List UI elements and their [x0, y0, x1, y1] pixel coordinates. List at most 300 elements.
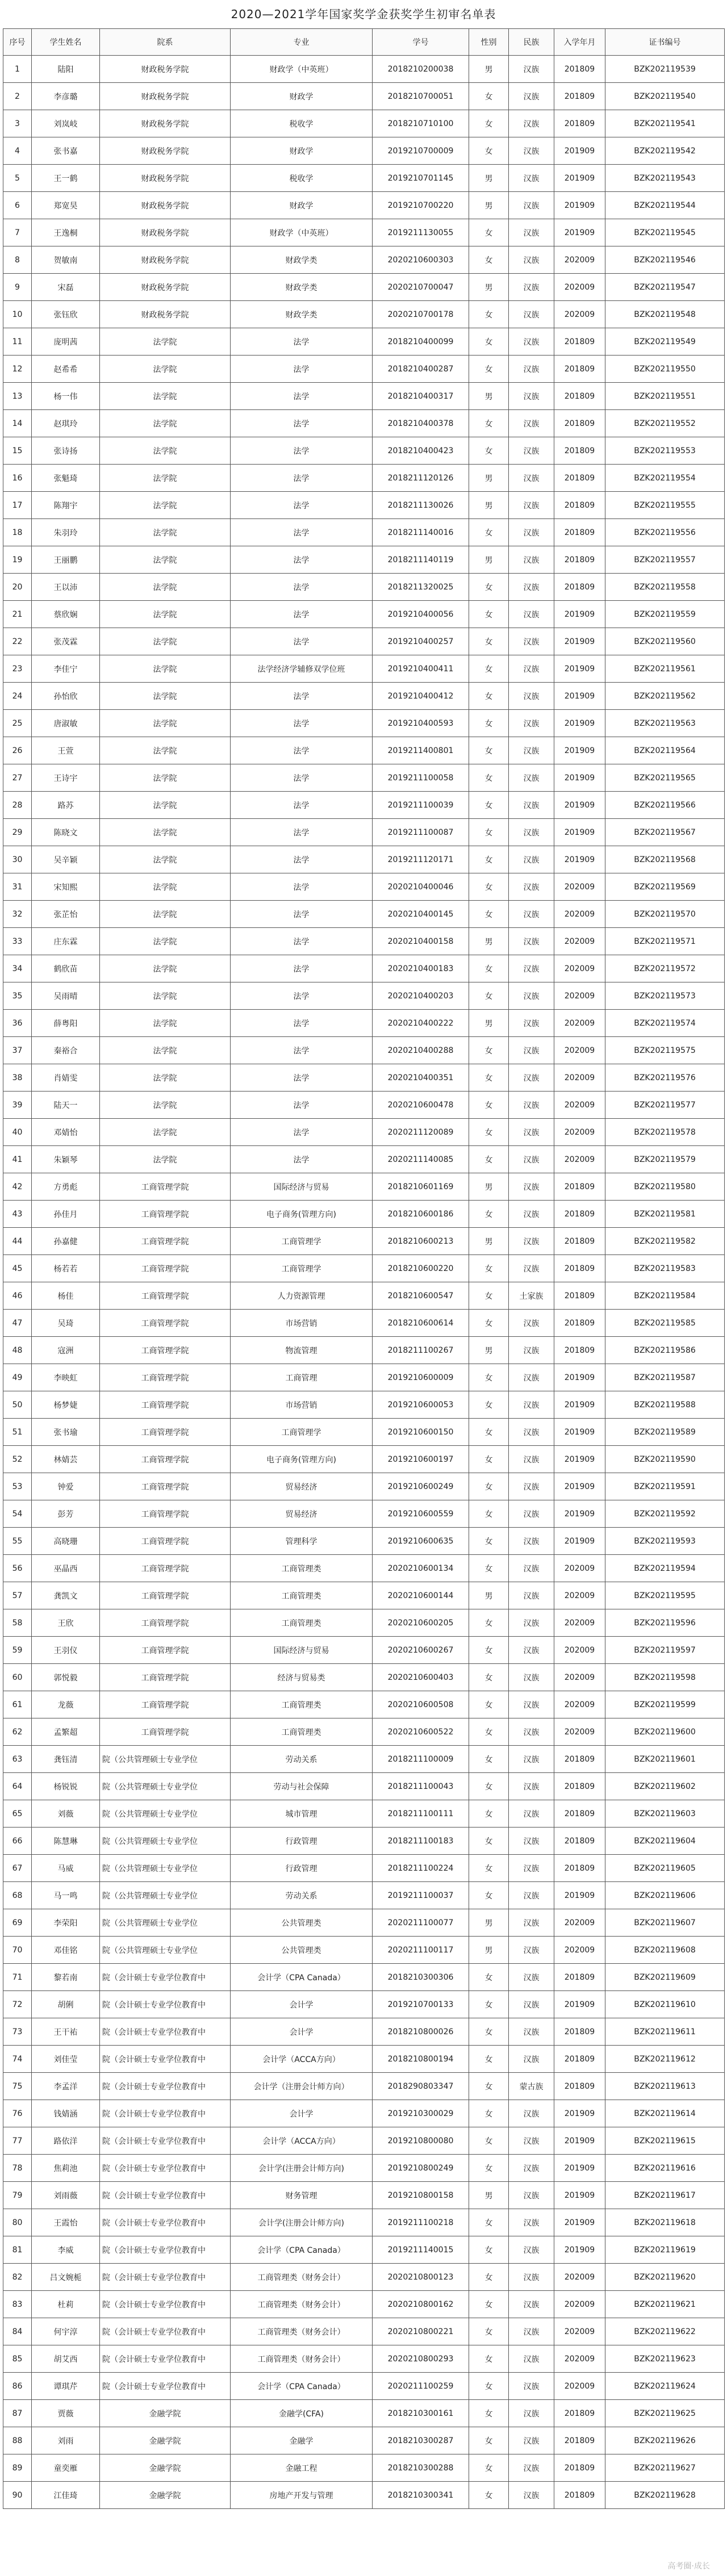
- cell-gender: 女: [469, 2264, 509, 2291]
- cell-name: 方勇彪: [32, 1173, 100, 1201]
- table-row: [3, 1446, 725, 1473]
- cell-ethnicity: 汉族: [509, 2400, 554, 2427]
- cell-name: 刘岚岐: [32, 110, 100, 137]
- cell-name: 肖婧雯: [32, 1064, 100, 1092]
- cell-name: 江佳琦: [32, 2482, 100, 2509]
- cell-department: 法学院: [100, 982, 231, 1010]
- cell-index: 81: [3, 2236, 32, 2264]
- cell-ethnicity: 汉族: [509, 465, 554, 492]
- cell-enrollment: 201809: [554, 1228, 605, 1255]
- cell-index: 8: [3, 246, 32, 274]
- cell-enrollment: 201909: [554, 1391, 605, 1419]
- cell-name: 龙薇: [32, 1691, 100, 1718]
- cell-index: 20: [3, 574, 32, 601]
- table-row: [3, 1828, 725, 1855]
- cell-enrollment: 201909: [554, 1446, 605, 1473]
- cell-department: 工商管理学院: [100, 1500, 231, 1528]
- cell-major: 税收学: [231, 165, 373, 192]
- table-row: [3, 1855, 725, 1882]
- header-cell-certificate: 证书编号: [605, 29, 725, 56]
- table-row: [3, 2046, 725, 2073]
- cell-index: 59: [3, 1637, 32, 1664]
- cell-enrollment: 201909: [554, 1991, 605, 2018]
- cell-name: 马威: [32, 1855, 100, 1882]
- table-row: [3, 83, 725, 110]
- cell-major: 公共管理类: [231, 1909, 373, 1937]
- cell-student-id: 2018210800194: [373, 2046, 469, 2073]
- cell-certificate: BZK202119563: [605, 710, 725, 737]
- cell-major: 法学: [231, 901, 373, 928]
- cell-department: 院（会计硕士专业学位教育中: [100, 2291, 231, 2318]
- cell-certificate: BZK202119550: [605, 356, 725, 383]
- cell-department: 工商管理学院: [100, 1364, 231, 1391]
- cell-student-id: 2019210700220: [373, 192, 469, 219]
- cell-student-id: 2018211100183: [373, 1828, 469, 1855]
- table-row: [3, 301, 725, 328]
- cell-gender: 男: [469, 192, 509, 219]
- cell-gender: 女: [469, 246, 509, 274]
- cell-name: 邓佳铭: [32, 1937, 100, 1964]
- cell-ethnicity: 汉族: [509, 601, 554, 628]
- cell-name: 张魁琦: [32, 465, 100, 492]
- cell-major: 贸易经济: [231, 1473, 373, 1500]
- table-row: [3, 1991, 725, 2018]
- cell-certificate: BZK202119564: [605, 737, 725, 764]
- table-row: [3, 1909, 725, 1937]
- cell-certificate: BZK202119576: [605, 1064, 725, 1092]
- cell-index: 62: [3, 1718, 32, 1746]
- cell-name: 张茂霖: [32, 628, 100, 655]
- cell-certificate: BZK202119610: [605, 1991, 725, 2018]
- cell-enrollment: 201809: [554, 1310, 605, 1337]
- table-row: [3, 846, 725, 873]
- cell-department: 工商管理学院: [100, 1582, 231, 1609]
- cell-department: 财政税务学院: [100, 137, 231, 165]
- table-body: [3, 56, 725, 2509]
- cell-department: 院（会计硕士专业学位教育中: [100, 2100, 231, 2127]
- cell-certificate: BZK202119621: [605, 2291, 725, 2318]
- table-row: [3, 110, 725, 137]
- cell-certificate: BZK202119609: [605, 1964, 725, 1991]
- cell-student-id: 2018210400099: [373, 328, 469, 356]
- cell-certificate: BZK202119541: [605, 110, 725, 137]
- cell-department: 院（会计硕士专业学位教育中: [100, 2209, 231, 2236]
- cell-name: 王干祐: [32, 2018, 100, 2046]
- cell-ethnicity: 汉族: [509, 792, 554, 819]
- cell-enrollment: 202009: [554, 873, 605, 901]
- cell-name: 宋磊: [32, 274, 100, 301]
- cell-name: 童奕雁: [32, 2454, 100, 2482]
- cell-major: 财政学: [231, 137, 373, 165]
- cell-index: 87: [3, 2400, 32, 2427]
- cell-department: 院（公共管理硕士专业学位: [100, 1746, 231, 1773]
- table-row: [3, 1691, 725, 1718]
- cell-major: 人力资源管理: [231, 1282, 373, 1310]
- cell-department: 财政税务学院: [100, 110, 231, 137]
- cell-ethnicity: 汉族: [509, 192, 554, 219]
- cell-ethnicity: 汉族: [509, 1937, 554, 1964]
- cell-student-id: 2019210600197: [373, 1446, 469, 1473]
- cell-major: 城市管理: [231, 1800, 373, 1828]
- cell-student-id: 2020211100077: [373, 1909, 469, 1937]
- cell-name: 杨一伟: [32, 383, 100, 410]
- cell-major: 法学: [231, 492, 373, 519]
- cell-index: 46: [3, 1282, 32, 1310]
- table-row: [3, 1310, 725, 1337]
- cell-gender: 女: [469, 219, 509, 246]
- cell-student-id: 2018210600213: [373, 1228, 469, 1255]
- cell-department: 金融学院: [100, 2400, 231, 2427]
- cell-certificate: BZK202119598: [605, 1664, 725, 1691]
- cell-certificate: BZK202119583: [605, 1255, 725, 1282]
- cell-major: 会计学: [231, 2018, 373, 2046]
- cell-name: 王诗宇: [32, 764, 100, 792]
- cell-index: 2: [3, 83, 32, 110]
- award-list-table: [3, 28, 725, 2509]
- cell-index: 74: [3, 2046, 32, 2073]
- cell-name: 陆阳: [32, 56, 100, 83]
- table-row: [3, 1800, 725, 1828]
- cell-major: 会计学: [231, 1991, 373, 2018]
- cell-certificate: BZK202119539: [605, 56, 725, 83]
- header-cell-ethnicity: 民族: [509, 29, 554, 56]
- cell-certificate: BZK202119552: [605, 410, 725, 437]
- cell-certificate: BZK202119603: [605, 1800, 725, 1828]
- cell-certificate: BZK202119577: [605, 1092, 725, 1119]
- cell-department: 金融学院: [100, 2482, 231, 2509]
- cell-index: 76: [3, 2100, 32, 2127]
- table-row: [3, 165, 725, 192]
- cell-name: 孙嘉健: [32, 1228, 100, 1255]
- cell-major: 市场营销: [231, 1391, 373, 1419]
- cell-student-id: 2019210600009: [373, 1364, 469, 1391]
- cell-gender: 女: [469, 1691, 509, 1718]
- cell-student-id: 2018210600614: [373, 1310, 469, 1337]
- cell-ethnicity: 汉族: [509, 2046, 554, 2073]
- cell-gender: 女: [469, 1119, 509, 1146]
- cell-certificate: BZK202119580: [605, 1173, 725, 1201]
- cell-gender: 女: [469, 901, 509, 928]
- cell-enrollment: 201909: [554, 219, 605, 246]
- cell-major: 法学: [231, 819, 373, 846]
- cell-certificate: BZK202119613: [605, 2073, 725, 2100]
- cell-ethnicity: 汉族: [509, 737, 554, 764]
- cell-name: 钱婧涵: [32, 2100, 100, 2127]
- cell-department: 法学院: [100, 519, 231, 546]
- cell-name: 吴琦: [32, 1310, 100, 1337]
- cell-name: 吕文婉栀: [32, 2264, 100, 2291]
- cell-name: 郑宽昊: [32, 192, 100, 219]
- cell-student-id: 2019211400801: [373, 737, 469, 764]
- cell-student-id: 2020210600267: [373, 1637, 469, 1664]
- cell-gender: 女: [469, 2073, 509, 2100]
- cell-enrollment: 201909: [554, 683, 605, 710]
- cell-ethnicity: 汉族: [509, 1146, 554, 1173]
- cell-major: 劳动关系: [231, 1882, 373, 1909]
- cell-ethnicity: 蒙古族: [509, 2073, 554, 2100]
- table-row: [3, 2100, 725, 2127]
- cell-gender: 女: [469, 601, 509, 628]
- cell-name: 李映虹: [32, 1364, 100, 1391]
- cell-name: 王以沛: [32, 574, 100, 601]
- cell-enrollment: 202009: [554, 274, 605, 301]
- cell-department: 院（公共管理硕士专业学位: [100, 1800, 231, 1828]
- cell-gender: 女: [469, 2454, 509, 2482]
- table-row: [3, 2018, 725, 2046]
- table-row: [3, 2127, 725, 2155]
- cell-student-id: 2020210800123: [373, 2264, 469, 2291]
- cell-gender: 男: [469, 1937, 509, 1964]
- cell-index: 43: [3, 1201, 32, 1228]
- cell-name: 陈翔宇: [32, 492, 100, 519]
- cell-enrollment: 201909: [554, 2236, 605, 2264]
- cell-name: 林婧芸: [32, 1446, 100, 1473]
- table-row: [3, 1010, 725, 1037]
- cell-name: 王丽鹏: [32, 546, 100, 574]
- cell-index: 49: [3, 1364, 32, 1391]
- cell-index: 4: [3, 137, 32, 165]
- cell-index: 12: [3, 356, 32, 383]
- cell-name: 钟爱: [32, 1473, 100, 1500]
- cell-enrollment: 201809: [554, 2018, 605, 2046]
- cell-certificate: BZK202119601: [605, 1746, 725, 1773]
- cell-name: 何宇淳: [32, 2318, 100, 2345]
- cell-enrollment: 201809: [554, 410, 605, 437]
- cell-certificate: BZK202119557: [605, 546, 725, 574]
- cell-certificate: BZK202119556: [605, 519, 725, 546]
- cell-department: 工商管理学院: [100, 1337, 231, 1364]
- cell-department: 法学院: [100, 710, 231, 737]
- cell-student-id: 2020210700178: [373, 301, 469, 328]
- cell-student-id: 2018211100009: [373, 1746, 469, 1773]
- table-row: [3, 1964, 725, 1991]
- cell-name: 赵希希: [32, 356, 100, 383]
- cell-ethnicity: 汉族: [509, 2454, 554, 2482]
- header-cell-name: 学生姓名: [32, 29, 100, 56]
- table-row: [3, 410, 725, 437]
- cell-major: 法学: [231, 683, 373, 710]
- cell-major: 法学: [231, 846, 373, 873]
- cell-department: 院（公共管理硕士专业学位: [100, 1937, 231, 1964]
- cell-student-id: 2018211140119: [373, 546, 469, 574]
- cell-certificate: BZK202119540: [605, 83, 725, 110]
- cell-ethnicity: 汉族: [509, 1419, 554, 1446]
- cell-certificate: BZK202119579: [605, 1146, 725, 1173]
- cell-department: 院（会计硕士专业学位教育中: [100, 1964, 231, 1991]
- cell-gender: 女: [469, 1718, 509, 1746]
- cell-name: 龚凯文: [32, 1582, 100, 1609]
- cell-department: 院（会计硕士专业学位教育中: [100, 2264, 231, 2291]
- cell-index: 16: [3, 465, 32, 492]
- cell-major: 市场营销: [231, 1310, 373, 1337]
- table-row: [3, 1201, 725, 1228]
- cell-student-id: 2018210300287: [373, 2427, 469, 2454]
- cell-student-id: 2019211140015: [373, 2236, 469, 2264]
- cell-ethnicity: 汉族: [509, 437, 554, 465]
- table-row: [3, 1528, 725, 1555]
- cell-student-id: 2020210600478: [373, 1092, 469, 1119]
- cell-major: 财务管理: [231, 2182, 373, 2209]
- cell-major: 法学: [231, 328, 373, 356]
- cell-enrollment: 201909: [554, 1500, 605, 1528]
- cell-department: 院（会计硕士专业学位教育中: [100, 2155, 231, 2182]
- cell-gender: 男: [469, 546, 509, 574]
- cell-major: 工商管理类: [231, 1691, 373, 1718]
- cell-gender: 女: [469, 2100, 509, 2127]
- cell-enrollment: 201809: [554, 2046, 605, 2073]
- cell-certificate: BZK202119622: [605, 2318, 725, 2345]
- cell-major: 法学: [231, 519, 373, 546]
- cell-student-id: 2019210400593: [373, 710, 469, 737]
- cell-ethnicity: 汉族: [509, 1364, 554, 1391]
- cell-gender: 男: [469, 1909, 509, 1937]
- cell-enrollment: 201809: [554, 2482, 605, 2509]
- table-row: [3, 683, 725, 710]
- cell-enrollment: 202009: [554, 982, 605, 1010]
- cell-student-id: 2018210300306: [373, 1964, 469, 1991]
- cell-department: 法学院: [100, 655, 231, 683]
- cell-gender: 女: [469, 1773, 509, 1800]
- cell-student-id: 2019211100037: [373, 1882, 469, 1909]
- cell-index: 6: [3, 192, 32, 219]
- cell-index: 34: [3, 955, 32, 982]
- cell-ethnicity: 汉族: [509, 274, 554, 301]
- cell-index: 41: [3, 1146, 32, 1173]
- header-cell-student-id: 学号: [373, 29, 469, 56]
- cell-enrollment: 202009: [554, 928, 605, 955]
- table-header-row: [3, 29, 725, 56]
- cell-enrollment: 201809: [554, 1964, 605, 1991]
- cell-gender: 女: [469, 1282, 509, 1310]
- cell-index: 61: [3, 1691, 32, 1718]
- cell-ethnicity: 汉族: [509, 1882, 554, 1909]
- cell-certificate: BZK202119624: [605, 2373, 725, 2400]
- table-row: [3, 56, 725, 83]
- cell-enrollment: 201809: [554, 1173, 605, 1201]
- table-row: [3, 356, 725, 383]
- cell-name: 朱颖琴: [32, 1146, 100, 1173]
- cell-gender: 女: [469, 83, 509, 110]
- cell-student-id: 2018210600220: [373, 1255, 469, 1282]
- cell-name: 张书瑜: [32, 1419, 100, 1446]
- cell-gender: 女: [469, 1746, 509, 1773]
- table-row: [3, 873, 725, 901]
- cell-enrollment: 201909: [554, 2100, 605, 2127]
- cell-enrollment: 201809: [554, 83, 605, 110]
- cell-index: 37: [3, 1037, 32, 1064]
- cell-major: 法学: [231, 1037, 373, 1064]
- cell-enrollment: 201809: [554, 1828, 605, 1855]
- cell-department: 法学院: [100, 1119, 231, 1146]
- cell-enrollment: 201809: [554, 465, 605, 492]
- header-cell-major: 专业: [231, 29, 373, 56]
- cell-gender: 女: [469, 846, 509, 873]
- cell-gender: 女: [469, 2209, 509, 2236]
- cell-gender: 男: [469, 1173, 509, 1201]
- table-row: [3, 1337, 725, 1364]
- cell-student-id: 2018210200038: [373, 56, 469, 83]
- cell-enrollment: 201909: [554, 628, 605, 655]
- cell-gender: 女: [469, 764, 509, 792]
- cell-student-id: 2020210600205: [373, 1609, 469, 1637]
- cell-name: 寇洲: [32, 1337, 100, 1364]
- table-row: [3, 1555, 725, 1582]
- cell-student-id: 2019211100058: [373, 764, 469, 792]
- cell-department: 法学院: [100, 628, 231, 655]
- cell-certificate: BZK202119565: [605, 764, 725, 792]
- cell-ethnicity: 汉族: [509, 819, 554, 846]
- cell-student-id: 2020210400222: [373, 1010, 469, 1037]
- cell-name: 张书嘉: [32, 137, 100, 165]
- table-row: [3, 246, 725, 274]
- cell-index: 29: [3, 819, 32, 846]
- cell-certificate: BZK202119595: [605, 1582, 725, 1609]
- cell-gender: 女: [469, 137, 509, 165]
- cell-department: 院（会计硕士专业学位教育中: [100, 2046, 231, 2073]
- cell-student-id: 2018210710100: [373, 110, 469, 137]
- cell-name: 李荣阳: [32, 1909, 100, 1937]
- cell-student-id: 2018210400423: [373, 437, 469, 465]
- cell-department: 工商管理学院: [100, 1255, 231, 1282]
- cell-ethnicity: 汉族: [509, 1555, 554, 1582]
- cell-department: 法学院: [100, 1146, 231, 1173]
- cell-enrollment: 201909: [554, 819, 605, 846]
- cell-major: 财政学: [231, 83, 373, 110]
- cell-ethnicity: 土家族: [509, 1282, 554, 1310]
- cell-index: 51: [3, 1419, 32, 1446]
- cell-department: 法学院: [100, 955, 231, 982]
- cell-name: 李威: [32, 2236, 100, 2264]
- cell-certificate: BZK202119619: [605, 2236, 725, 2264]
- cell-major: 财政学类: [231, 301, 373, 328]
- cell-enrollment: 202009: [554, 2373, 605, 2400]
- cell-certificate: BZK202119568: [605, 846, 725, 873]
- cell-major: 工商管理类（财务会计）: [231, 2291, 373, 2318]
- cell-gender: 女: [469, 1500, 509, 1528]
- cell-certificate: BZK202119562: [605, 683, 725, 710]
- cell-ethnicity: 汉族: [509, 137, 554, 165]
- cell-index: 26: [3, 737, 32, 764]
- cell-certificate: BZK202119620: [605, 2264, 725, 2291]
- cell-major: 会计学（CPA Canada）: [231, 2236, 373, 2264]
- cell-ethnicity: 汉族: [509, 383, 554, 410]
- header-cell-enrollment: 入学年月: [554, 29, 605, 56]
- cell-enrollment: 202009: [554, 1937, 605, 1964]
- cell-student-id: 2019211100218: [373, 2209, 469, 2236]
- cell-name: 李彦璐: [32, 83, 100, 110]
- cell-name: 庞明茜: [32, 328, 100, 356]
- cell-student-id: 2020210600522: [373, 1718, 469, 1746]
- cell-index: 60: [3, 1664, 32, 1691]
- cell-student-id: 2018210400378: [373, 410, 469, 437]
- cell-enrollment: 201809: [554, 328, 605, 356]
- cell-major: 国际经济与贸易: [231, 1637, 373, 1664]
- cell-major: 财政学类: [231, 274, 373, 301]
- cell-certificate: BZK202119588: [605, 1391, 725, 1419]
- cell-major: 法学: [231, 873, 373, 901]
- cell-enrollment: 202009: [554, 1718, 605, 1746]
- table-row: [3, 383, 725, 410]
- cell-major: 法学: [231, 465, 373, 492]
- cell-index: 80: [3, 2209, 32, 2236]
- cell-ethnicity: 汉族: [509, 165, 554, 192]
- cell-ethnicity: 汉族: [509, 1855, 554, 1882]
- cell-student-id: 2018210400317: [373, 383, 469, 410]
- cell-index: 22: [3, 628, 32, 655]
- cell-major: 法学: [231, 437, 373, 465]
- cell-gender: 女: [469, 819, 509, 846]
- cell-enrollment: 201809: [554, 356, 605, 383]
